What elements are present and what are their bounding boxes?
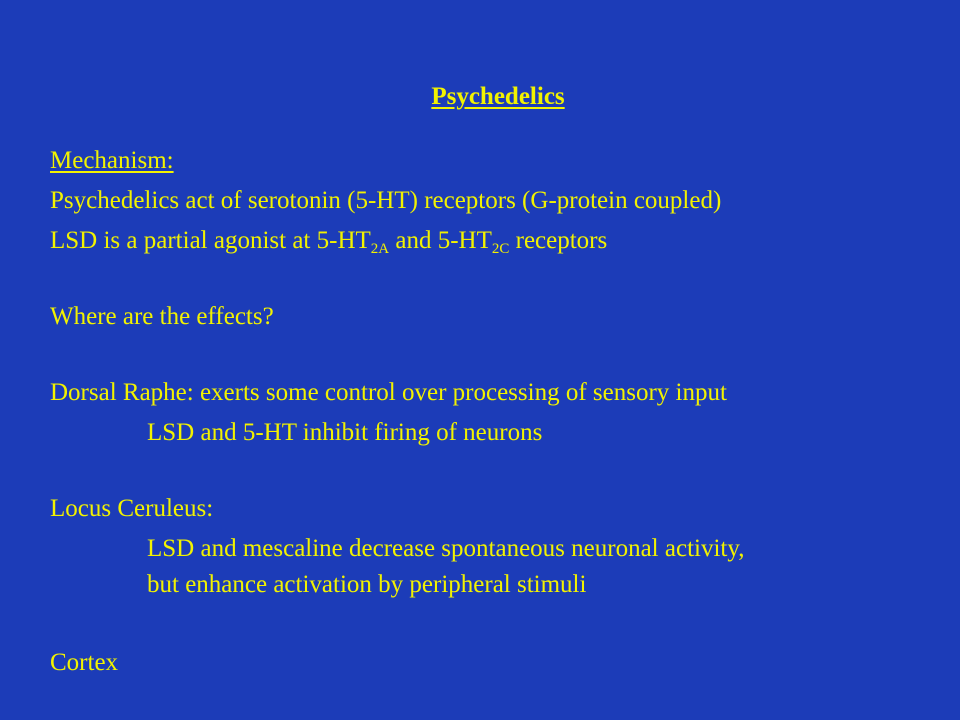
lsd-line-sub-2a: 2A [370, 241, 390, 257]
effects-question: Where are the effects? [50, 303, 274, 330]
locus-ceruleus-heading: Locus Ceruleus: [50, 495, 214, 522]
locus-ceruleus-detail-2: but enhance activation by peripheral stimuli [147, 571, 587, 598]
locus-ceruleus-detail-1: LSD and mescaline decrease spontaneous neuronal activity, [147, 535, 745, 562]
lsd-line-part1: LSD is a partial agonist at 5-HT [50, 227, 371, 254]
lsd-line-part3: receptors [509, 227, 608, 254]
lsd-line-part2: and 5-HT [389, 227, 492, 254]
dorsal-raphe-detail: LSD and 5-HT inhibit firing of neurons [147, 419, 543, 446]
dorsal-raphe-line: Dorsal Raphe: exerts some control over processing of sensory input [50, 379, 727, 406]
cortex-line: Cortex [50, 649, 119, 676]
slide-title: Psychedelics [431, 83, 565, 110]
lsd-line-sub-2c: 2C [491, 241, 510, 257]
mechanism-description: Psychedelics act of serotonin (5-HT) receptors (G-protein coupled) [50, 187, 722, 214]
mechanism-heading: Mechanism: [50, 147, 174, 174]
lsd-receptor-line [50, 226, 607, 256]
